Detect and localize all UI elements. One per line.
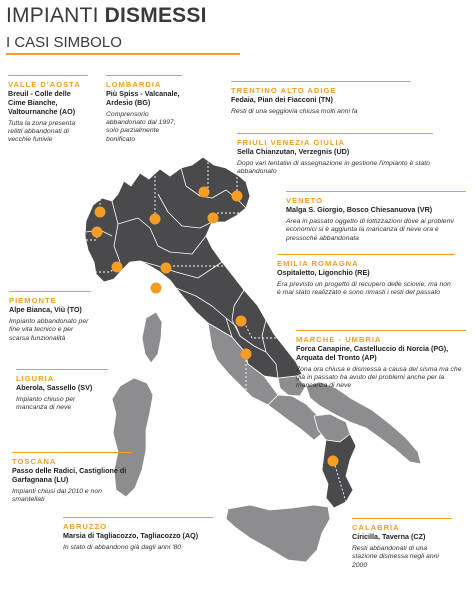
card-place: Passo delle Radici, Castiglione di Garfagnana (LU) (12, 466, 127, 485)
card-region: LIGURIA (16, 374, 55, 383)
marker-calabria (328, 456, 339, 467)
card-lombardia (106, 80, 182, 144)
card-rule (286, 191, 466, 192)
marker-piemonte (92, 227, 103, 238)
card-region: EMILIA ROMAGNA (277, 259, 359, 268)
marker-liguria (112, 262, 123, 273)
marker-toscana (151, 283, 162, 294)
card-place: Alpe Bianca, Viù (TO) (9, 305, 82, 315)
card-place: Fedaia, Pian dei Fiacconi (TN) (231, 95, 333, 105)
card-rule (106, 75, 182, 76)
card-toscana (12, 457, 132, 504)
title-light: IMPIANTI (6, 4, 99, 27)
card-rule (9, 291, 91, 292)
card-rule (237, 133, 433, 134)
marker-friuli (232, 191, 243, 202)
page-subtitle: I CASI SIMBOLO (6, 34, 122, 51)
card-note: Impianto abbandonato per fine vita tecnico e per scarsa funzionalità (9, 318, 89, 342)
card-calabria (352, 523, 452, 570)
card-liguria (16, 374, 108, 413)
card-place: Marsia di Tagliacozzo, Tagliacozzo (AQ) (63, 531, 199, 541)
marker-trentino (199, 187, 210, 198)
card-note: Tutta la zona presenta relitti abbandonati di vecchie funivie (8, 119, 76, 144)
card-region: VALLE D'AOSTA (8, 80, 81, 89)
card-note: Zona ora chiusa e dismessa a causa del sisma ma che già in passato ha avuto dei problemi anche per la mancanza di neve (296, 365, 462, 390)
card-region: MARCHE - UMBRIA (296, 335, 382, 344)
card-place: Ciricilla, Taverna (CZ) (352, 532, 426, 542)
card-region: VENETO (286, 196, 324, 205)
calabria-region (322, 434, 356, 508)
card-note: Impianti chiusi dal 2010 e non smantellati (12, 487, 102, 504)
card-place: Aberola, Sassello (SV) (16, 383, 93, 393)
card-valle-daosta (8, 80, 88, 144)
card-place: Breuil - Colle delle Cime Bianche, Valtournanche (AO) (8, 89, 76, 116)
card-piemonte (9, 296, 91, 343)
card-rule (352, 518, 452, 519)
card-note: Area in passato oggetto di lottizzazioni dove ai problemi economici si è aggiunta la mancanza di neve ora è pressoché abbandonata (286, 218, 454, 242)
card-region: ABRUZZO (63, 522, 108, 531)
card-note: Resti di una seggiovia chiusa molti anni fa (231, 108, 358, 116)
marker-valle-daosta (95, 207, 106, 218)
marker-emilia (161, 263, 172, 274)
card-place: Ospitaletto, Ligonchio (RE) (277, 268, 370, 278)
marker-abruzzo (241, 349, 252, 360)
card-friuli (237, 138, 433, 177)
card-region: LOMBARDIA (106, 80, 162, 89)
card-note: Era previsto un progetto di recupero delle sciovie, ma non è mai stato realizzato e sono rimasti i resti del passato (277, 281, 451, 297)
card-marche (296, 335, 466, 391)
card-note: Resti abbandonati di una stazione dismessa negli anni 2000 (352, 545, 439, 569)
card-region: PIEMONTE (9, 296, 57, 305)
card-abruzzo (63, 522, 213, 552)
card-region: TRENTINO ALTO ADIGE (231, 86, 337, 95)
card-region: CALABRIA (352, 523, 400, 532)
marker-lombardia (150, 214, 161, 225)
marker-marche (236, 316, 247, 327)
card-rule (277, 254, 455, 255)
card-note: In stato di abbandono già dagli anni '80 (63, 544, 182, 552)
card-note: Dopo vari tentativi di assegnazione in gestione l'impianto è stato abbandonato (237, 160, 430, 176)
card-place: Malga S. Giorgio, Bosco Chiesanuova (VR) (286, 205, 433, 215)
card-region: FRIULI VENEZIA GIULIA (237, 138, 346, 147)
card-place: Più Spiss - Valcanale, Ardesio (BG) (106, 89, 180, 108)
card-rule (16, 369, 108, 370)
card-emilia (277, 259, 455, 298)
corsica-region (142, 312, 162, 363)
card-rule (231, 81, 411, 82)
card-place: Sella Chianzutan, Verzegnis (UD) (237, 147, 350, 157)
card-region: TOSCANA (12, 457, 57, 466)
card-place: Forca Canapine, Castelluccio di Norcia (PG), Arquata del Tronto (AP) (296, 344, 449, 363)
sicily-region (226, 505, 330, 562)
title-bold: DISMESSI (104, 4, 207, 27)
marker-veneto (208, 213, 219, 224)
card-rule (12, 452, 132, 453)
card-rule (63, 517, 213, 518)
card-note: Comprensorio abbandonato dal 1997, solo parzialmente bonificato (106, 110, 176, 143)
card-rule (8, 75, 88, 76)
card-trentino (231, 86, 411, 116)
card-rule (296, 330, 466, 331)
card-veneto (286, 196, 466, 243)
card-note: Impianto chiuso per mancanza di neve (16, 396, 76, 412)
